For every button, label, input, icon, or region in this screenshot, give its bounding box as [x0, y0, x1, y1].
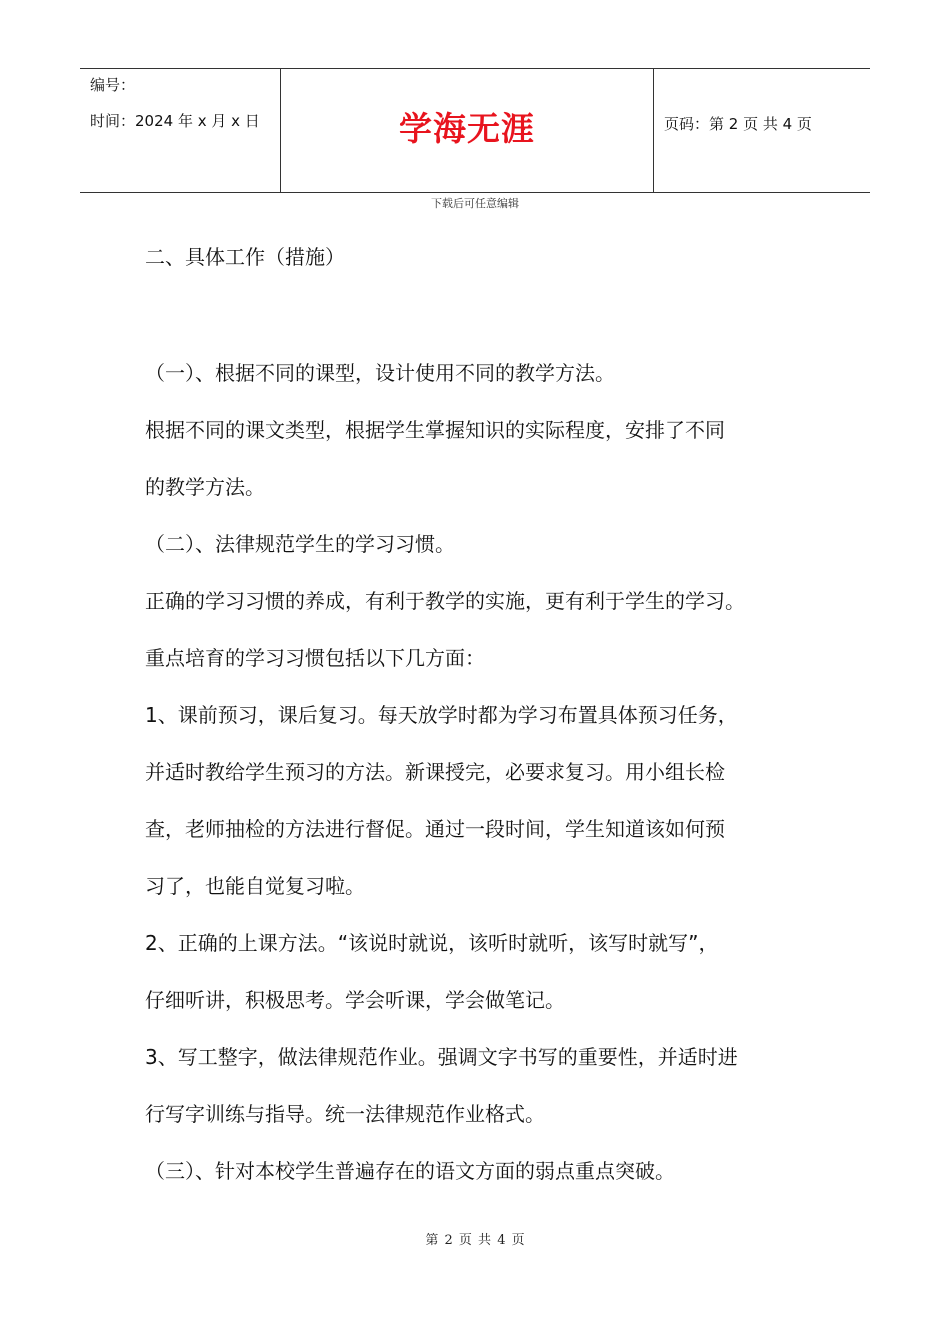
header-page-cell: [654, 69, 870, 192]
list-item-line: 2、正确的上课方法。“该说时就说，该听时就听，该写时就写”，: [145, 931, 719, 955]
paragraph-line: 的教学方法。: [145, 475, 265, 499]
list-item-line: 行写字训练与指导。统一法律规范作业格式。: [145, 1102, 545, 1126]
paragraph-line: 正确的学习习惯的养成，有利于教学的实施，更有利于学生的学习。: [145, 589, 745, 613]
page-footer: 第 2 页 共 4 页: [425, 1233, 525, 1248]
paragraph-line: 重点培育的学习习惯包括以下几方面：: [145, 646, 485, 670]
header-brand-cell: [281, 69, 654, 192]
header-table: [80, 68, 870, 193]
list-item-line: 3、写工整字，做法律规范作业。强调文字书写的重要性，并适时进: [145, 1045, 738, 1069]
list-item-line: 并适时教给学生预习的方法。新课授完，必要求复习。用小组长检: [145, 760, 725, 784]
document-time-label: 时间：2024 年 x 月 x 日: [90, 112, 260, 130]
subsection-heading: （二）、法律规范学生的学习习惯。: [145, 532, 455, 556]
subsection-heading: （一）、根据不同的课型，设计使用不同的教学方法。: [145, 361, 615, 385]
list-item-line: 1、课前预习，课后复习。每天放学时都为学习布置具体预习任务，: [145, 703, 738, 727]
list-item-line: 习了，也能自觉复习啦。: [145, 874, 365, 898]
brand-title: 学海无涯: [399, 109, 535, 148]
header-meta-cell: [80, 69, 281, 192]
list-item-line: 查，老师抽检的方法进行督促。通过一段时间，学生知道该如何预: [145, 817, 725, 841]
edit-note: 下载后可任意编辑: [431, 197, 519, 210]
subsection-heading: （三）、针对本校学生普遍存在的语文方面的弱点重点突破。: [145, 1159, 675, 1183]
document-code-label: 编号：: [90, 76, 136, 94]
page-code-label: 页码：第 2 页 共 4 页: [664, 115, 812, 133]
paragraph-line: 根据不同的课文类型，根据学生掌握知识的实际程度，安排了不同: [145, 418, 725, 442]
section-heading: 二、具体工作（措施）: [145, 245, 345, 269]
list-item-line: 仔细听讲，积极思考。学会听课，学会做笔记。: [145, 988, 565, 1012]
